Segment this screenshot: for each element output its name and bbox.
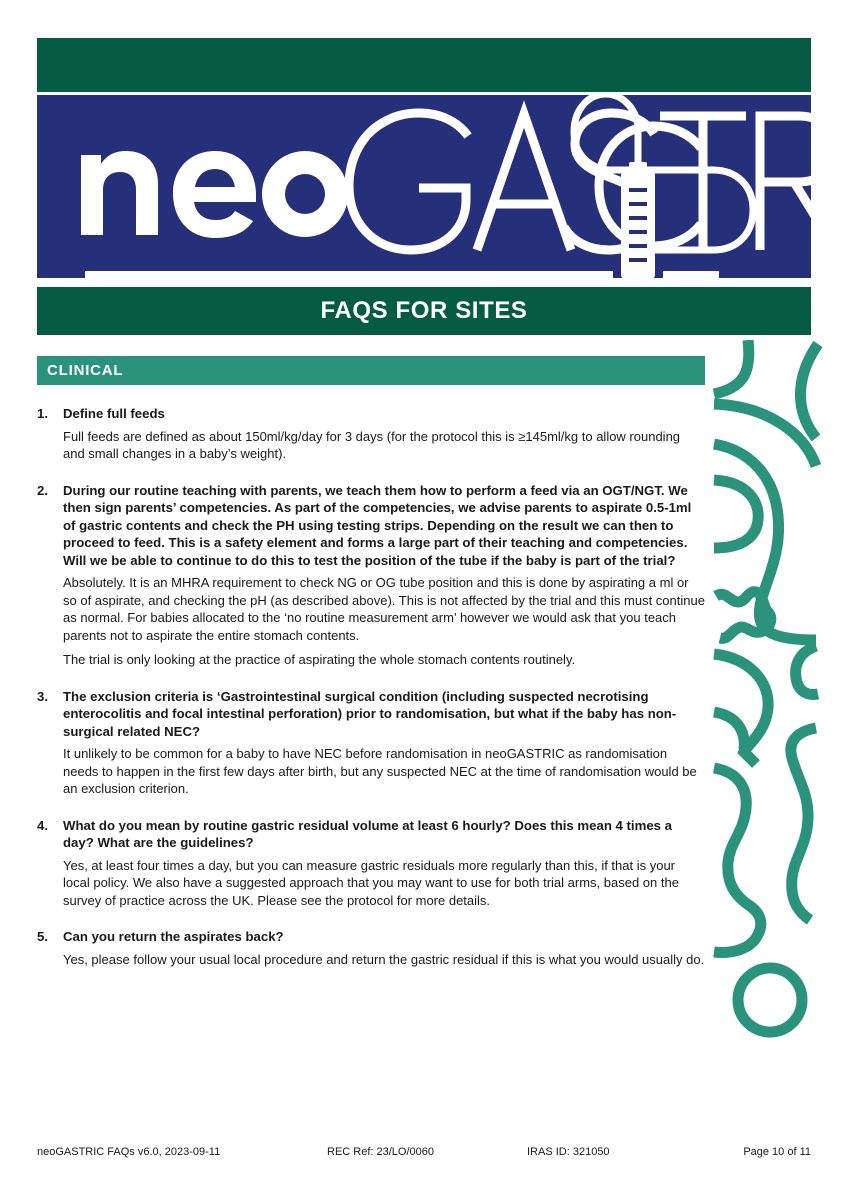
faq-question-row — [37, 405, 705, 423]
faq-question-row — [37, 482, 705, 570]
faq-number: 4. — [37, 817, 48, 833]
faq-answer-paragraph: Absolutely. It is an MHRA requirement to check NG or OG tube position and this is done by aspirating a ml or so of aspirate, and checking the pH (as described above). This is not affected by the trial and this must continue as normal. For babies allocated to the ‘no routine measurement arm’ however we would ask that you teach parents not to aspirate the entire stomach contents. — [63, 575, 705, 643]
faq-number: 2. — [37, 482, 48, 498]
faq-answer-paragraph: Yes, at least four times a day, but you can measure gastric residuals more regularly than this, if that is your local policy. We also have a suggested approach that you may want to use for both trial arms, based on the survey of practice across the UK. Please see the protocol for more details. — [63, 857, 679, 908]
faq-item — [37, 405, 705, 463]
page-title: FAQS FOR SITES — [320, 297, 528, 324]
faq-answer-paragraph: It unlikely to be common for a baby to have NEC before randomisation in neoGASTRIC as randomisation needs to happen in the first few days after birth, but any suspected NEC at the time of randomisation would be an exclusion criterion. — [63, 746, 697, 796]
faq-question-row — [37, 928, 705, 946]
section-header-clinical — [37, 356, 705, 385]
faq-question-text: Can you return the aspirates back? — [63, 929, 284, 944]
footer-page-number: Page 10 of 11 — [743, 1146, 811, 1158]
page-footer — [37, 1146, 811, 1158]
faq-question-text: What do you mean by routine gastric residual volume at least 6 hourly? Does this mean 4 times a day? What are the guidelines? — [63, 817, 672, 850]
faq-item — [37, 817, 705, 910]
faq-number: 5. — [37, 929, 48, 944]
faq-question-text: During our routine teaching with parents, we teach them how to perform a feed via an OGT/NGT. We then sign parents’ competencies. As part of the competencies, we advise parents to aspirate 0.5-1ml of gastric contents and check the PH using testing strips. Depending on the result we can then to proceed to feed. This is a safety element and forms a large part of their teaching and competencies. Will we be able to continue to do this to test the position of the tube if the baby is part of the trial? — [63, 482, 692, 568]
section-label: CLINICAL — [47, 362, 124, 379]
footer-rec-ref: REC Ref: 23/LO/0060 — [327, 1146, 435, 1158]
decorative-squiggle-pattern — [712, 340, 848, 1130]
neogastric-logo — [37, 95, 811, 278]
faq-list — [37, 405, 705, 987]
faq-number: 1. — [37, 406, 48, 421]
faq-number: 3. — [37, 688, 48, 704]
footer-document-ref: neoGASTRIC FAQs v6.0, 2023-09-11 — [37, 1146, 221, 1158]
faq-question-row — [37, 688, 705, 741]
faq-answer-paragraph: Full feeds are defined as about 150ml/kg/day for 3 days (for the protocol this is ≥145ml/kg to allow rounding and small changes in a baby’s weight). — [63, 428, 681, 461]
faq-item — [37, 688, 705, 798]
document-title-band — [37, 287, 811, 335]
footer-iras-id: IRAS ID: 321050 — [527, 1146, 610, 1158]
faq-question-row — [37, 817, 705, 852]
faq-item — [37, 928, 705, 968]
faq-answer-paragraph: Yes, please follow your usual local procedure and return the gastric residual if this is what you would usually do. — [63, 951, 705, 967]
faq-answer-paragraph: The trial is only looking at the practice of aspirating the whole stomach contents routinely. — [63, 652, 576, 667]
logo-band — [37, 95, 811, 278]
faq-item — [37, 482, 705, 669]
faq-question-text: The exclusion criteria is ‘Gastrointestinal surgical condition (including suspected necrotising enterocolitis and focal intestinal perforation) prior to randomisation, but what if the baby has non-surgical related NEC? — [63, 688, 677, 739]
faq-question-text: Define full feeds — [63, 406, 165, 421]
header-green-band-top — [37, 38, 811, 92]
